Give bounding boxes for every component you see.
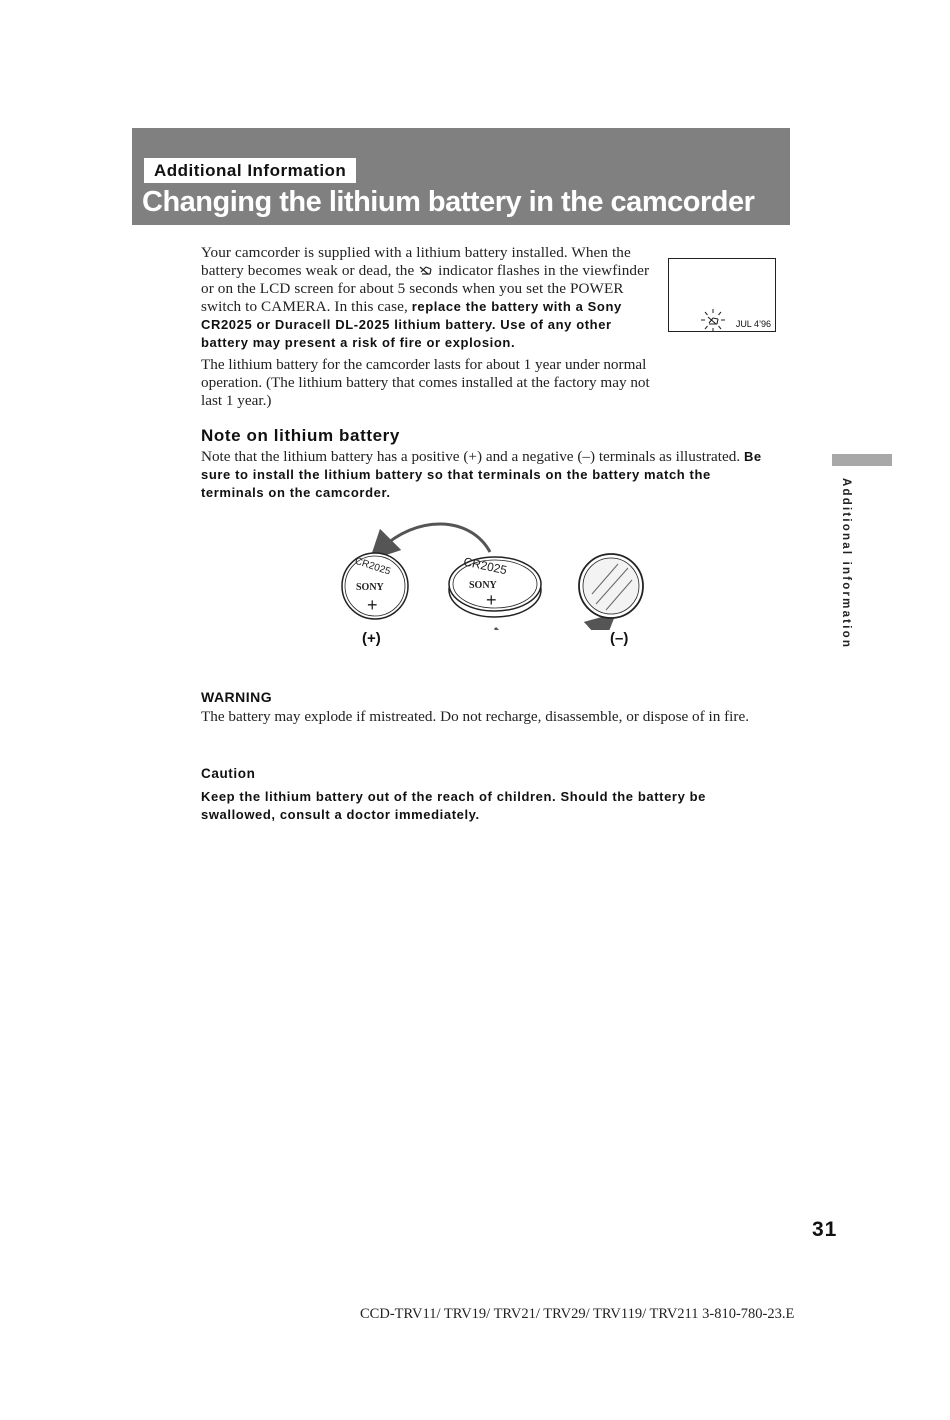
battery-orientation-diagram (320, 520, 660, 630)
positive-terminal-label: (+) (362, 630, 381, 647)
battery-positive-side (342, 553, 408, 619)
caution-paragraph: Keep the lithium battery out of the reach of children. Should the battery be swallowed, consult a doctor immediately. (201, 789, 706, 822)
warning-paragraph: The battery may explode if mistreated. Do not recharge, disassemble, or dispose of in fire. (201, 708, 749, 725)
battery-negative-side (579, 554, 643, 618)
note-paragraph (201, 448, 776, 502)
blinking-battery-icon (699, 307, 727, 335)
intro-paragraph (201, 244, 651, 352)
section-tab: Additional Information (144, 158, 356, 183)
page-title: Changing the lithium battery in the camcorder (142, 186, 755, 218)
battery-plus-symbol-tilted: + (486, 590, 497, 610)
note-text: Note that the lithium battery has a positive (+) and a negative (–) terminals as illustrated. (201, 448, 741, 465)
battery-life-paragraph: The lithium battery for the camcorder lasts for about 1 year under normal operation. (The lithium battery that comes installed at the factory may not last 1 year.) (201, 356, 650, 409)
intro-text-middle: indicator flashes in the viewfinder or on the LCD screen for about 5 seconds when you set the POWER switch to CAMERA. In this case, (201, 262, 650, 315)
side-tab-label: Additional information (840, 478, 852, 650)
side-tab-marker (832, 454, 892, 466)
page-number: 31 (812, 1218, 838, 1241)
battery-model-label: CR2025 (353, 555, 392, 578)
intro-text-start: Your camcorder is supplied with a lithium battery installed. When the battery becomes weak or dead, the (201, 244, 631, 279)
flip-arrow-top (380, 524, 490, 552)
section-header-band (132, 128, 790, 225)
footer-model-code: CCD-TRV11/ TRV19/ TRV21/ TRV29/ TRV119/ TRV211 3-810-780-23.E (360, 1306, 795, 1322)
warning-heading: WARNING (201, 689, 273, 705)
lcd-screen-illustration (668, 258, 776, 332)
lithium-battery-indicator-icon (418, 264, 434, 276)
battery-plus-symbol: + (367, 595, 378, 615)
lcd-date-readout: JUL 4’96 (735, 319, 771, 329)
flip-arrow-bottom (495, 623, 605, 630)
battery-brand-label: SONY (356, 582, 384, 593)
battery-brand-label-tilted: SONY (469, 580, 497, 591)
battery-tilted-view (449, 554, 541, 617)
caution-heading: Caution (201, 766, 256, 781)
battery-model-label-tilted: CR2025 (462, 554, 509, 578)
note-heading: Note on lithium battery (201, 426, 400, 445)
intro-warning-bold: replace the battery with a Sony CR2025 or Duracell DL-2025 lithium battery. Use of any other battery may present a risk of fire or explosion. (201, 299, 622, 350)
negative-terminal-label: (–) (610, 630, 629, 647)
note-bold-instruction: Be sure to install the lithium battery so that terminals on the battery match the terminals on the camcorder. (201, 449, 762, 500)
